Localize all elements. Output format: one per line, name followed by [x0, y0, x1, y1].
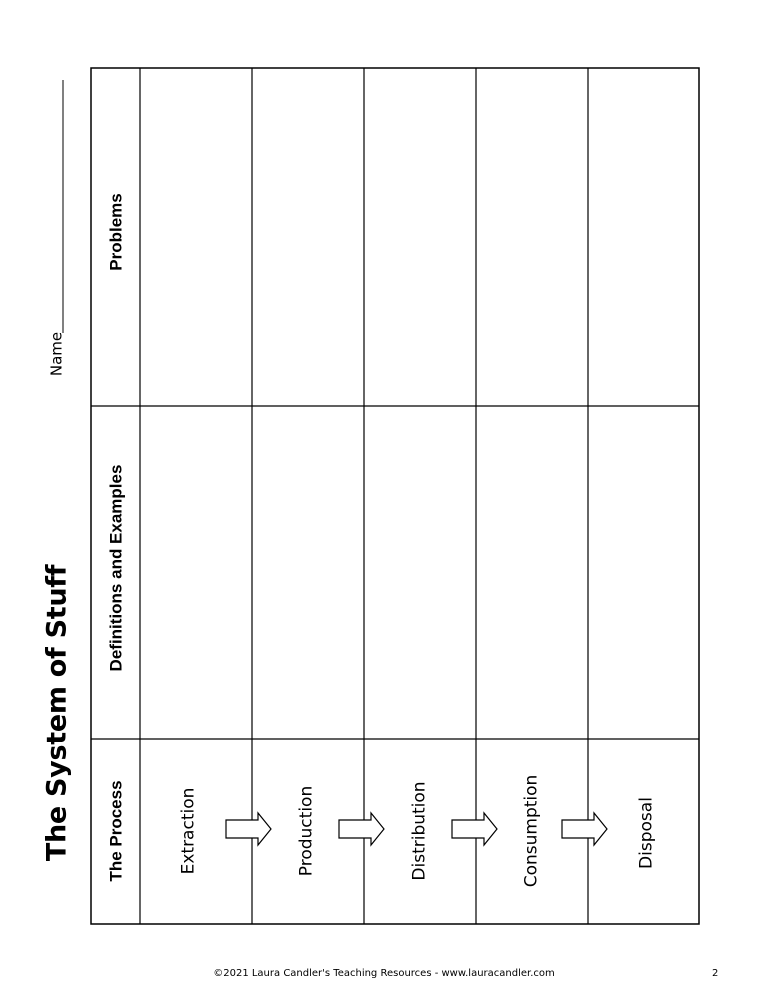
page-number: 2: [712, 968, 719, 979]
step-consumption: Consumption: [521, 774, 542, 888]
footer-copyright: ©2021 Laura Candler's Teaching Resources - www.lauracandler.com: [213, 968, 555, 979]
header-definitions-and-examples: Definitions and Examples: [106, 464, 126, 672]
header-problems: Problems: [106, 193, 126, 271]
step-extraction: Extraction: [178, 787, 199, 875]
header-the-process: The Process: [106, 780, 126, 882]
page-title: The System of Stuff: [41, 564, 73, 862]
step-disposal: Disposal: [636, 797, 657, 869]
step-production: Production: [296, 785, 317, 877]
step-distribution: Distribution: [409, 781, 430, 881]
name-label: Name: [47, 331, 66, 377]
